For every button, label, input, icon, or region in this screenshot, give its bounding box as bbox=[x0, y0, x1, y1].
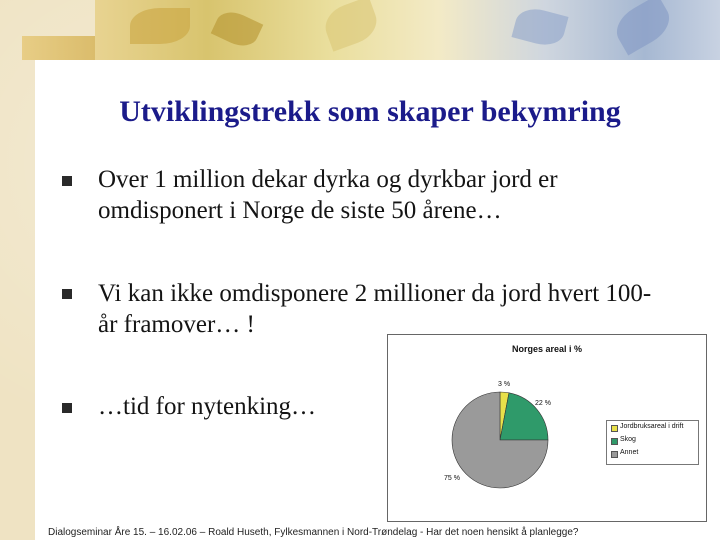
slice-label-annet: 75 % bbox=[444, 475, 460, 482]
leaf-decoration bbox=[130, 8, 190, 44]
leaf-decoration bbox=[320, 0, 383, 52]
bullet-text-2: Vi kan ikke omdisponere 2 millioner da jord hvert 100-år framover… ! bbox=[98, 280, 652, 338]
leaf-decoration bbox=[211, 6, 264, 52]
bullet-marker bbox=[62, 289, 72, 299]
leaf-decoration bbox=[609, 0, 676, 55]
legend-label: Skog bbox=[620, 436, 636, 443]
leaf-decoration bbox=[511, 4, 568, 50]
legend-item-jordbruk bbox=[611, 423, 697, 433]
decorative-banner bbox=[95, 0, 720, 60]
chart-title: Norges areal i % bbox=[511, 344, 583, 354]
legend-label: Jordbruksareal i drift bbox=[620, 423, 684, 430]
slice-label-skog: 22 % bbox=[535, 400, 551, 407]
legend-swatch bbox=[611, 451, 618, 458]
bullet-text-3: …tid for nytenking… bbox=[98, 393, 317, 420]
legend-item-annet bbox=[611, 449, 697, 459]
slice-label-jordbruk: 3 % bbox=[498, 381, 511, 388]
legend-item-skog bbox=[611, 436, 697, 446]
legend-swatch bbox=[611, 425, 618, 432]
bullet-text-1: Over 1 million dekar dyrka og dyrkbar jord er omdisponert i Norge de siste 50 årene… bbox=[98, 166, 558, 224]
pie-chart bbox=[387, 334, 707, 522]
decorative-banner-left bbox=[22, 36, 97, 60]
slide-footer: Dialogseminar Åre 15. – 16.02.06 – Roald Huseth, Fylkesmannen i Nord-Trøndelag - Har det noen hensikt å planlegge? bbox=[48, 527, 579, 538]
bullet-marker bbox=[62, 403, 72, 413]
slide-title: Utviklingstrekk som skaper bekymring bbox=[119, 95, 621, 128]
legend-swatch bbox=[611, 438, 618, 445]
bullet-marker bbox=[62, 176, 72, 186]
legend-label: Annet bbox=[620, 449, 639, 456]
chart-legend bbox=[606, 420, 699, 465]
